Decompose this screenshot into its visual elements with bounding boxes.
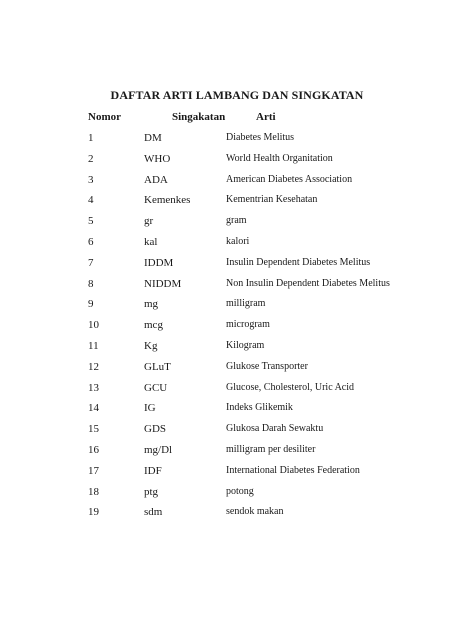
row-number: 5 <box>88 215 94 228</box>
row-abbreviation: mcg <box>144 319 163 332</box>
row-number: 3 <box>88 173 94 186</box>
row-abbreviation: GCU <box>144 381 168 394</box>
list-row <box>0 274 474 295</box>
row-abbreviation: IDDM <box>144 256 174 269</box>
list-row <box>0 170 474 191</box>
row-abbreviation: gr <box>144 215 154 228</box>
list-row <box>0 419 474 440</box>
row-meaning: Kementrian Kesehatan <box>226 194 318 206</box>
row-meaning: milligram per desiliter <box>226 443 316 455</box>
row-number: 16 <box>88 443 99 456</box>
row-meaning: Kilogram <box>226 339 265 351</box>
row-abbreviation: IDF <box>144 464 162 477</box>
row-meaning: potong <box>226 485 254 497</box>
list-row <box>0 211 474 232</box>
list-row <box>0 398 474 419</box>
row-meaning: American Diabetes Association <box>226 173 353 185</box>
list-row <box>0 502 474 523</box>
row-number: 8 <box>88 277 94 290</box>
row-meaning: milligram <box>226 298 266 310</box>
row-number: 2 <box>88 152 94 165</box>
row-number: 17 <box>88 464 99 477</box>
row-number: 6 <box>88 235 94 248</box>
header-abbreviation: Singakatan <box>172 111 226 123</box>
header-meaning: Arti <box>256 111 276 123</box>
row-meaning: Glukosa Darah Sewaktu <box>226 423 324 435</box>
row-meaning: Non Insulin Dependent Diabetes Melitus <box>226 277 390 289</box>
abbreviation-list <box>0 128 474 523</box>
row-number: 4 <box>88 194 94 207</box>
row-number: 10 <box>88 319 99 332</box>
row-abbreviation: Kemenkes <box>144 194 191 207</box>
row-abbreviation: mg/Dl <box>144 443 173 456</box>
row-number: 9 <box>88 298 94 311</box>
list-row <box>0 357 474 378</box>
row-number: 18 <box>88 485 99 498</box>
row-meaning: gram <box>226 215 247 227</box>
row-meaning: International Diabetes Federation <box>226 464 360 476</box>
row-meaning: Insulin Dependent Diabetes Melitus <box>226 256 371 268</box>
header-number: Nomor <box>88 111 121 123</box>
row-abbreviation: IG <box>144 402 156 415</box>
list-row <box>0 461 474 482</box>
row-meaning: World Health Organitation <box>226 152 333 164</box>
row-number: 7 <box>88 256 94 269</box>
row-meaning: microgram <box>226 319 270 331</box>
row-number: 15 <box>88 423 99 436</box>
row-abbreviation: sdm <box>144 506 163 519</box>
list-row <box>0 232 474 253</box>
list-row <box>0 190 474 211</box>
row-meaning: Glukose Transporter <box>226 360 308 372</box>
row-meaning: Glucose, Cholesterol, Uric Acid <box>226 381 355 393</box>
list-row <box>0 253 474 274</box>
row-number: 14 <box>88 402 99 415</box>
list-row <box>0 336 474 357</box>
row-meaning: kalori <box>226 235 250 247</box>
row-abbreviation: ADA <box>144 173 168 186</box>
row-abbreviation: GDS <box>144 423 167 436</box>
row-abbreviation: DM <box>144 132 162 144</box>
list-row <box>0 378 474 399</box>
row-number: 12 <box>88 360 99 373</box>
row-number: 13 <box>88 381 99 394</box>
row-abbreviation: GLuT <box>144 360 171 373</box>
row-number: 11 <box>88 339 99 352</box>
row-abbreviation: Kg <box>144 339 158 352</box>
row-number: 19 <box>88 506 99 519</box>
row-abbreviation: WHO <box>144 152 171 165</box>
list-row <box>0 149 474 170</box>
row-meaning: Diabetes Melitus <box>226 132 295 143</box>
row-abbreviation: mg <box>144 298 159 311</box>
list-row <box>0 128 474 149</box>
row-number: 1 <box>88 132 94 144</box>
row-abbreviation: kal <box>144 235 158 248</box>
row-meaning: sendok makan <box>226 506 284 518</box>
list-row <box>0 440 474 461</box>
row-abbreviation: NIDDM <box>144 277 182 290</box>
row-abbreviation: ptg <box>144 485 159 498</box>
list-row <box>0 315 474 336</box>
list-row <box>0 482 474 503</box>
list-row <box>0 294 474 315</box>
document-title: DAFTAR ARTI LAMBANG DAN SINGKATAN <box>110 88 364 102</box>
row-meaning: Indeks Glikemik <box>226 402 293 414</box>
